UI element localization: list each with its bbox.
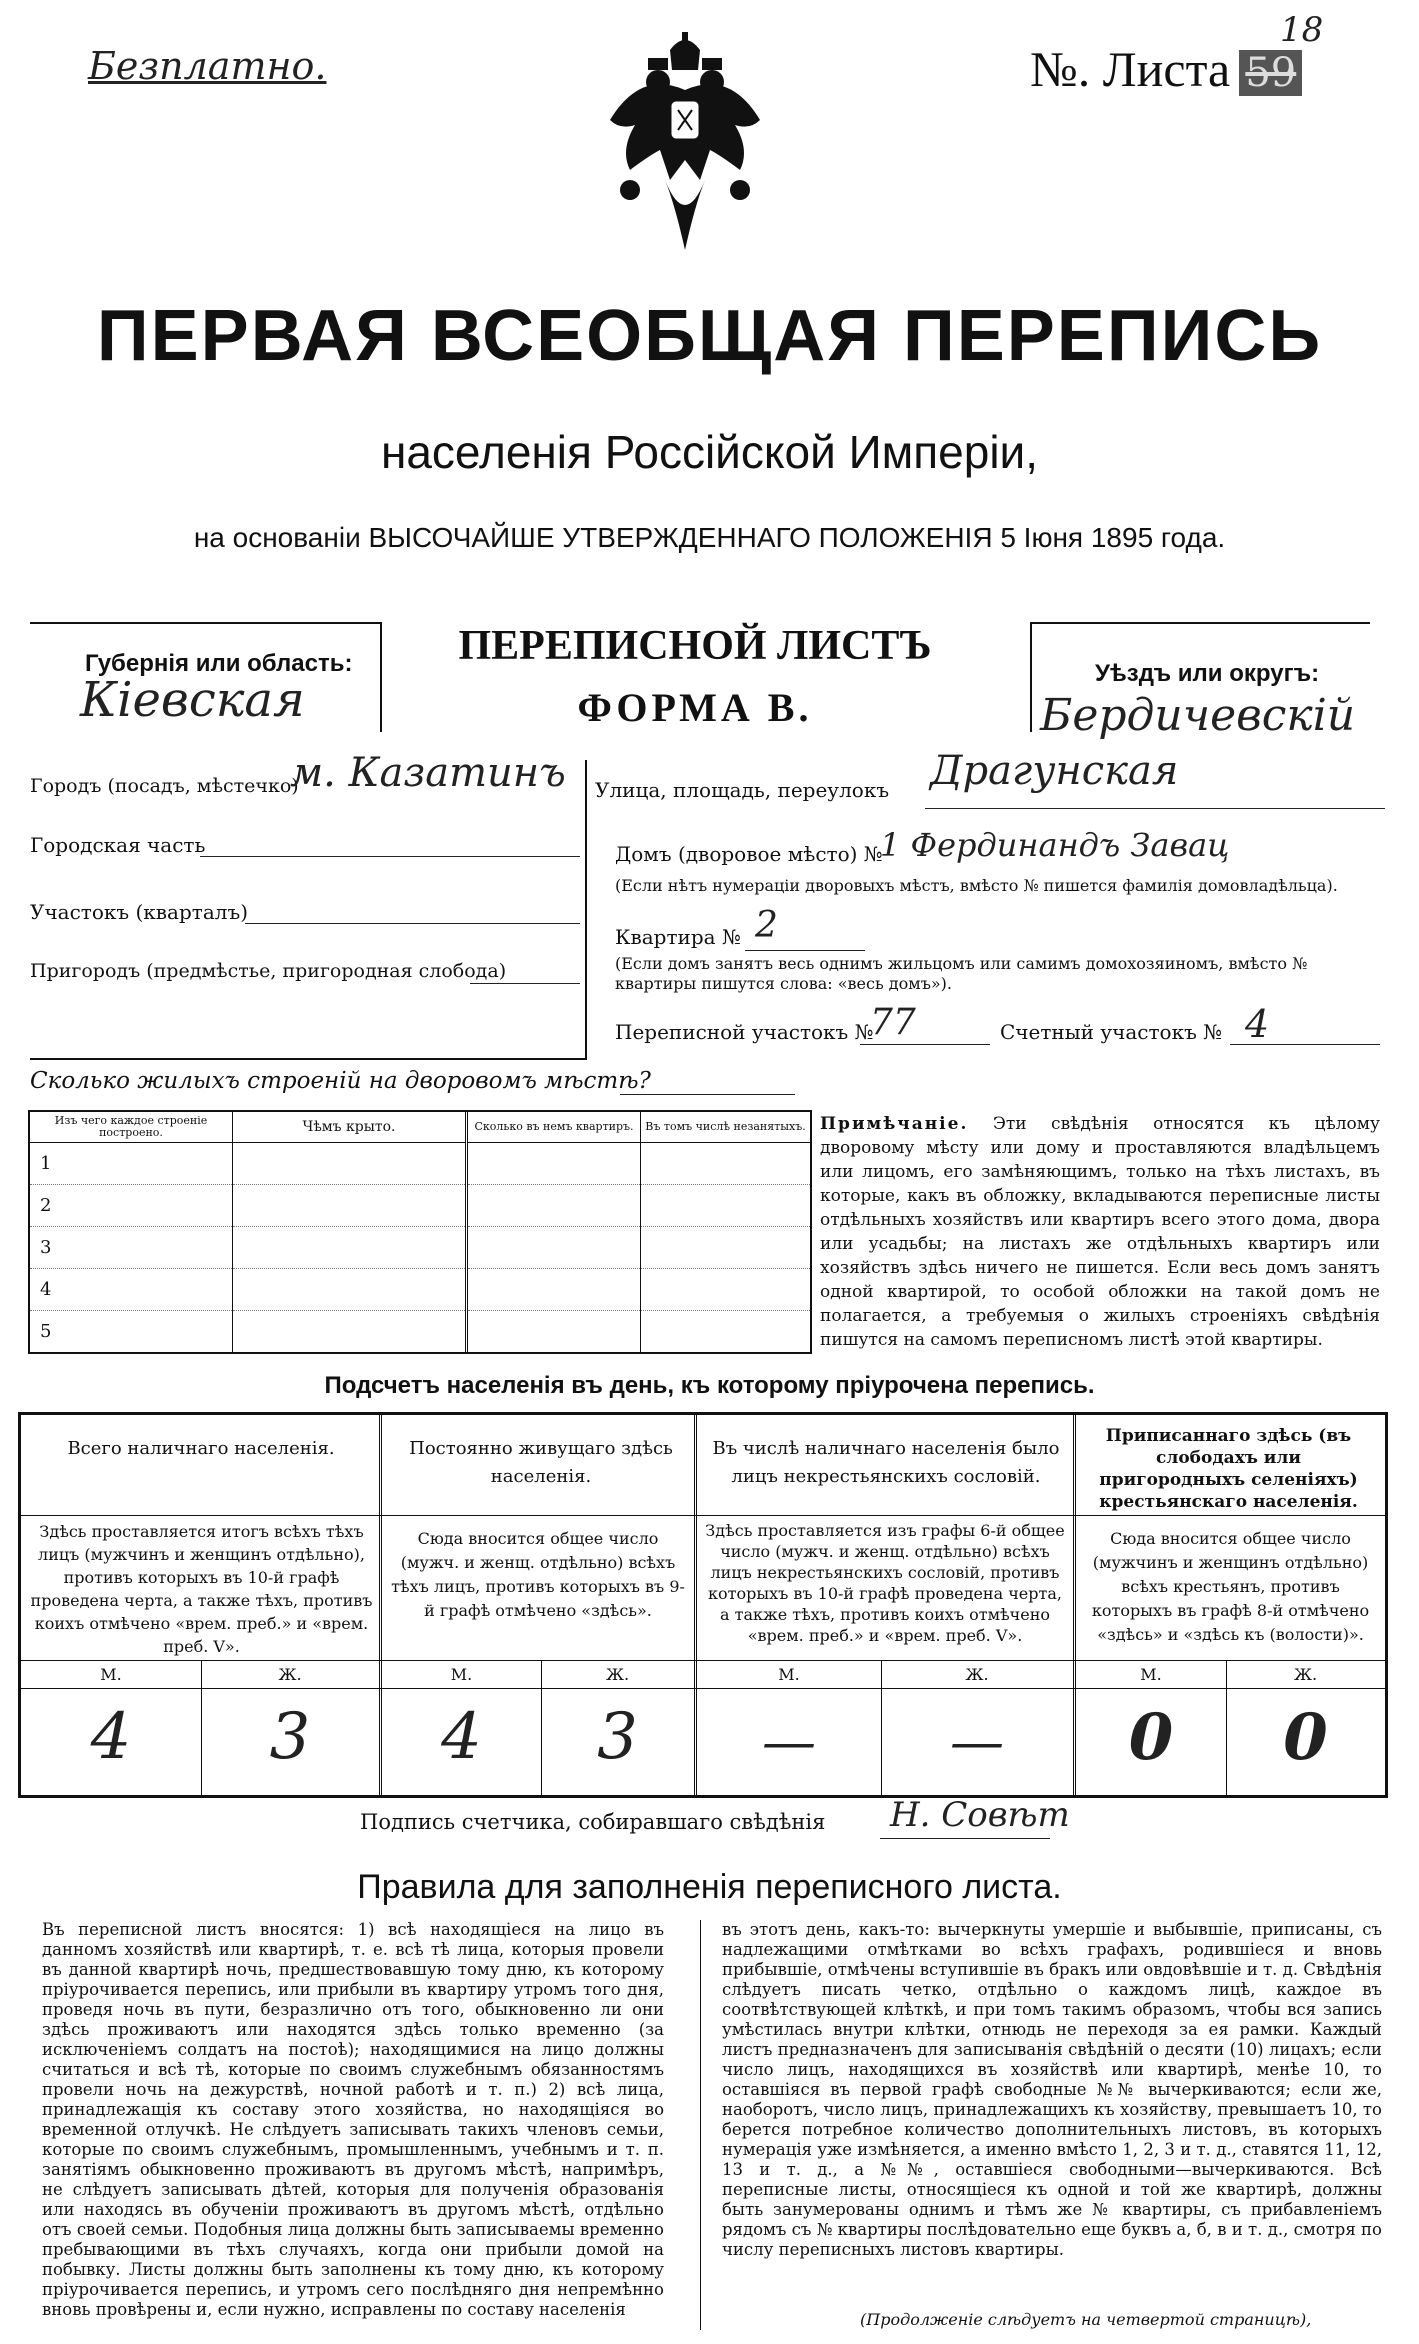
note-block [820, 1112, 1380, 1352]
sheet-label: №. Листа [1030, 41, 1231, 97]
address-bottom-rule [30, 1058, 585, 1060]
apartment-line [745, 950, 865, 951]
buildings-question: Сколько жилыхъ строеній на дворовомъ мѣстѣ? [30, 1068, 651, 1094]
buildings-question-line [620, 1094, 795, 1095]
area-line [245, 923, 580, 924]
district-value: Бердичевскій [1040, 690, 1356, 741]
sheet-number-block [1030, 10, 1390, 120]
census-area-value: 77 [870, 1002, 916, 1043]
count-col2-f-value: 3 [597, 1700, 638, 1774]
count-area-label: Счетный участокъ № [1000, 1020, 1223, 1044]
col-material: Изъ чего каждое строеніе построено. [30, 1112, 233, 1142]
house-value: 1 Фердинандъ Завац [880, 826, 1230, 864]
suburb-label: Пригородъ (предмѣстье, пригородная слобода) [30, 960, 507, 982]
street-label: Улица, площадь, переулокъ [595, 778, 890, 802]
count-table [18, 1412, 1388, 1798]
count-col1-f-value: 3 [269, 1700, 311, 1774]
census-area-line [860, 1044, 990, 1045]
house-label: Домъ (дворовое мѣсто) № [615, 842, 883, 866]
apartment-value: 2 [755, 905, 778, 946]
subtitle: населенія Россійской Имперіи, [380, 426, 1039, 478]
rules-continued: (Продолженіе слѣдуетъ на четвертой страницѣ), [860, 2310, 1312, 2329]
count-col4-f-label: Ж. [1293, 1665, 1318, 1684]
buildings-row: 1 [30, 1142, 810, 1184]
count-col2-m-label: М. [450, 1665, 473, 1684]
count-area-line [1230, 1044, 1380, 1045]
street-line [925, 808, 1385, 809]
city-part-line [200, 856, 580, 857]
rules-divider [700, 1920, 701, 2330]
basis-line: на основаніи ВЫСОЧАЙШЕ УТВЕРЖДЕННАГО ПОЛОЖЕНІЯ 5 Іюня 1895 года. [193, 522, 1226, 553]
count-col4-f-value: 0 [1283, 1700, 1328, 1775]
main-title: ПЕРВАЯ ВСЕОБЩАЯ ПЕРЕПИСЬ [96, 296, 1323, 376]
rules-col2: въ этотъ день, какъ-то: вычеркнуты умершіе и выбывшіе, приписаны, съ надлежащими отмѣтками во всѣхъ графахъ, родившіеся и вновь прибывшіе, отмѣчены вступившіе въ бракъ или овдовѣвшіе и т. д. Свѣдѣнія слѣдуетъ писать четко, отдѣльно о каждомъ лицѣ, каждое въ соотвѣтствующей клѣткѣ, и при томъ такимъ образомъ, чтобы вся запись умѣстилась внутри клѣтки, отнюдь не переходя за ея рамки. Каждый листъ предназначенъ для записыванія свѣдѣній о десяти (10) лицахъ; если число лицъ, находящихся въ хозяйствѣ или квартирѣ, менѣе 10, то оставшіяся въ первой графѣ свободные №№ вычеркиваются; если же, наоборотъ, число лицъ, принадлежащихъ къ хозяйству, превышаетъ 10, то берется потребное количество дополнительныхъ листовъ, въ которыхъ нумерація уже измѣняется, а именно вмѣсто 1, 2, 3 и т. д., ставятся 11, 12, 13 и т. д., а №№, оставшіеся свободными—вычеркиваются. Всѣ переписные листы, относящіеся къ одной и той же квартирѣ, должны быть занумерованы однимъ и тѣмъ же № квартиры, съ прибавленіемъ рядомъ съ № квартиры послѣдовательно еще буквъ а, б, в и т. д., смотря по числу переписныхъ листовъ квартиры. [722, 1920, 1382, 2259]
district-label: Уѣздъ или округъ: [1095, 660, 1320, 687]
col-roof: Чѣмъ крыто. [233, 1112, 467, 1142]
signature-value: Н. Совѣт [890, 1795, 1070, 1835]
count-col1-desc: Здѣсь проставляется итогъ всѣхъ тѣхъ лицъ (мужчинъ и женщинъ отдѣльно), противъ которыхъ въ 10-й графѣ проведена черта, а также тѣхъ, противъ коихъ отмѣчено «врем. преб.» и «врем. преб. V». [30, 1522, 373, 1656]
count-col2-m-value: 4 [441, 1700, 482, 1774]
count-title: Подсчетъ населенія въ день, къ которому пріурочена перепись. [324, 1372, 1095, 1399]
note-label: Примѣчаніе. [820, 1114, 969, 1134]
buildings-row: 2 [30, 1184, 810, 1226]
count-col3-m-label: М. [778, 1665, 800, 1684]
area-label: Участокъ (кварталъ) [30, 900, 248, 924]
count-col1-m-value: 4 [90, 1700, 132, 1774]
count-col2-f-label: Ж. [605, 1665, 630, 1684]
count-col4-desc: Сюда вносится общее число (мужчинъ и женщинъ отдѣльно) всѣхъ крестьянъ, противъ которыхъ въ графѣ 8-й отмѣчено «здѣсь» и «здѣсь къ (волости)». [1091, 1529, 1370, 1644]
signature-line [880, 1838, 1050, 1839]
sheet-title: ПЕРЕПИСНОЙ ЛИСТЪ [458, 623, 932, 669]
count-col3-desc: Здѣсь проставляется изъ графы 6-й общее число (мужч. и женщ. отдѣльно) всѣхъ лицъ некрестьянскихъ сословій, противъ которыхъ въ 10-й графѣ проведена черта, а также тѣхъ, противъ коихъ отмѣчено «врем. преб.» и «врем. преб. V». [705, 1521, 1065, 1645]
address-divider [585, 760, 587, 1060]
street-value: Драгунская [930, 748, 1179, 794]
rules-col1: Въ переписной листъ вносятся: 1) всѣ находящіеся на лицо въ данномъ хозяйствѣ или квартирѣ, т. е. всѣ тѣ лица, которыя провели въ данной квартирѣ ночь, предшествовавшую тому дню, къ которому пріурочивается перепись, или прибыли въ квартиру утромъ того дня, проведя ночь въ пути, безразлично отъ того, обыкновенно ли они здѣсь проживаютъ или находятся здѣсь только временно (за исключеніемъ солдатъ на постоѣ); находящимися на лицо должны считаться и всѣ тѣ, которые по своимъ служебнымъ обязанностямъ провели ночь на дежурствѣ, ночной работѣ и т. п.) 2) всѣ лица, принадлежащія къ составу этого хозяйства, но находящіяся во временной отлучкѣ. Не слѣдуетъ записывать такихъ членовъ семьи, которые по своимъ служебнымъ, промышленнымъ, учебнымъ и т. п. занятіямъ обыкновенно проживаютъ въ другомъ мѣстѣ, напримѣръ, не слѣдуетъ записывать дѣтей, которыя для полученія образованія или находясь въ обученіи проживаютъ въ другомъ мѣстѣ, отдѣльно отъ своей семьи. Подобныя лица должны быть записываемы временно пребывающими въ тѣхъ случаяхъ, когда они прибыли домой на побывку. Листы должны быть заполнены къ тому дню, къ которому пріурочивается перепись, и утромъ сего послѣдняго дня непремѣнно вновь провѣрены и, если нужно, исправлены по составу населенія [42, 1920, 664, 2319]
city-label: Городъ (посадъ, мѣстечко) [30, 775, 299, 797]
col-vacant: Въ томъ числѣ незанятыхъ. [641, 1112, 811, 1142]
house-note: (Если нѣтъ нумераціи дворовыхъ мѣстъ, вмѣсто № пишется фамилія домовладѣльца). [615, 876, 1338, 895]
buildings-grid [30, 1112, 810, 1352]
count-col3-head: Въ числѣ наличнаго населенія было лицъ некрестьянскихъ сословій. [712, 1438, 1060, 1487]
sheet-number-handwritten: 18 [1280, 10, 1324, 50]
coat-of-arms [600, 30, 770, 260]
count-col1-m-label: М. [100, 1665, 122, 1684]
count-col2-head: Постоянно живущаго здѣсь населенія. [409, 1438, 673, 1487]
count-col3-m-value: — [762, 1710, 816, 1773]
buildings-table [28, 1110, 812, 1354]
apartment-note: (Если домъ занятъ весь однимъ жильцомъ или самимъ домохозяиномъ, вмѣсто № квартиры пишутся слова: «весь домъ»). [615, 954, 1308, 993]
free-label: Безплатно. [88, 44, 327, 88]
count-col2-desc: Сюда вносится общее число (мужч. и женщ. отдѣльно) всѣхъ тѣхъ лицъ, противъ которыхъ въ 9-й графѣ отмѣчено «здѣсь». [391, 1529, 685, 1620]
buildings-row: 3 [30, 1226, 810, 1268]
census-area-label: Переписной участокъ № [615, 1020, 874, 1044]
count-col3-f-value: — [950, 1710, 1004, 1773]
province-label: Губернія или область: [85, 650, 353, 677]
signature-label: Подпись счетчика, собиравшаго свѣдѣнія [360, 1810, 826, 1834]
province-value: Кіевская [80, 672, 305, 728]
buildings-row: 4 [30, 1269, 810, 1311]
form-title: ФОРМА В. [577, 685, 813, 730]
double-headed-eagle-icon [600, 30, 770, 260]
city-part-label: Городская часть [30, 833, 206, 857]
count-col4-m-label: М. [1140, 1665, 1162, 1684]
rules-title: Правила для заполненія переписного листа. [357, 1868, 1062, 1906]
suburb-line [470, 983, 580, 984]
city-value: м. Казатинъ [290, 750, 566, 796]
count-col3-f-label: Ж. [965, 1665, 989, 1684]
count-col1-head: Всего наличнаго населенія. [67, 1438, 335, 1459]
sheet-number-crossed: 59 [1239, 50, 1302, 96]
count-col1-f-label: Ж. [278, 1665, 302, 1684]
buildings-row: 5 [30, 1311, 810, 1352]
count-area-value: 4 [1245, 1002, 1270, 1046]
count-col4-head: Приписаннаго здѣсь (въ слободахъ или пригородныхъ селеніяхъ) крестьянскаго населенія. [1099, 1426, 1358, 1512]
count-col4-m-value: 0 [1128, 1700, 1174, 1775]
note-text: Эти свѣдѣнія относятся къ цѣлому дворовому мѣсту или дому и проставляются владѣльцемъ или лицомъ, его замѣняющимъ, только на тѣхъ листахъ, въ которые, какъ въ обложку, вкладываются переписные листы отдѣльныхъ хозяйствъ или квартиръ всего этого дома, двора или усадьбы; на листахъ же отдѣльныхъ квартиръ или хозяйствъ здѣсь ничего не пишется. Если весь домъ занятъ одной квартирой, то особой обложки на такой домъ не полагается, а требуемыя о жилыхъ строеніяхъ свѣдѣнія пишутся на самомъ переписномъ листѣ этой квартиры. [820, 1114, 1380, 1350]
apartment-label: Квартира № [615, 925, 741, 949]
col-apartments: Сколько въ немъ квартиръ. [467, 1112, 641, 1142]
